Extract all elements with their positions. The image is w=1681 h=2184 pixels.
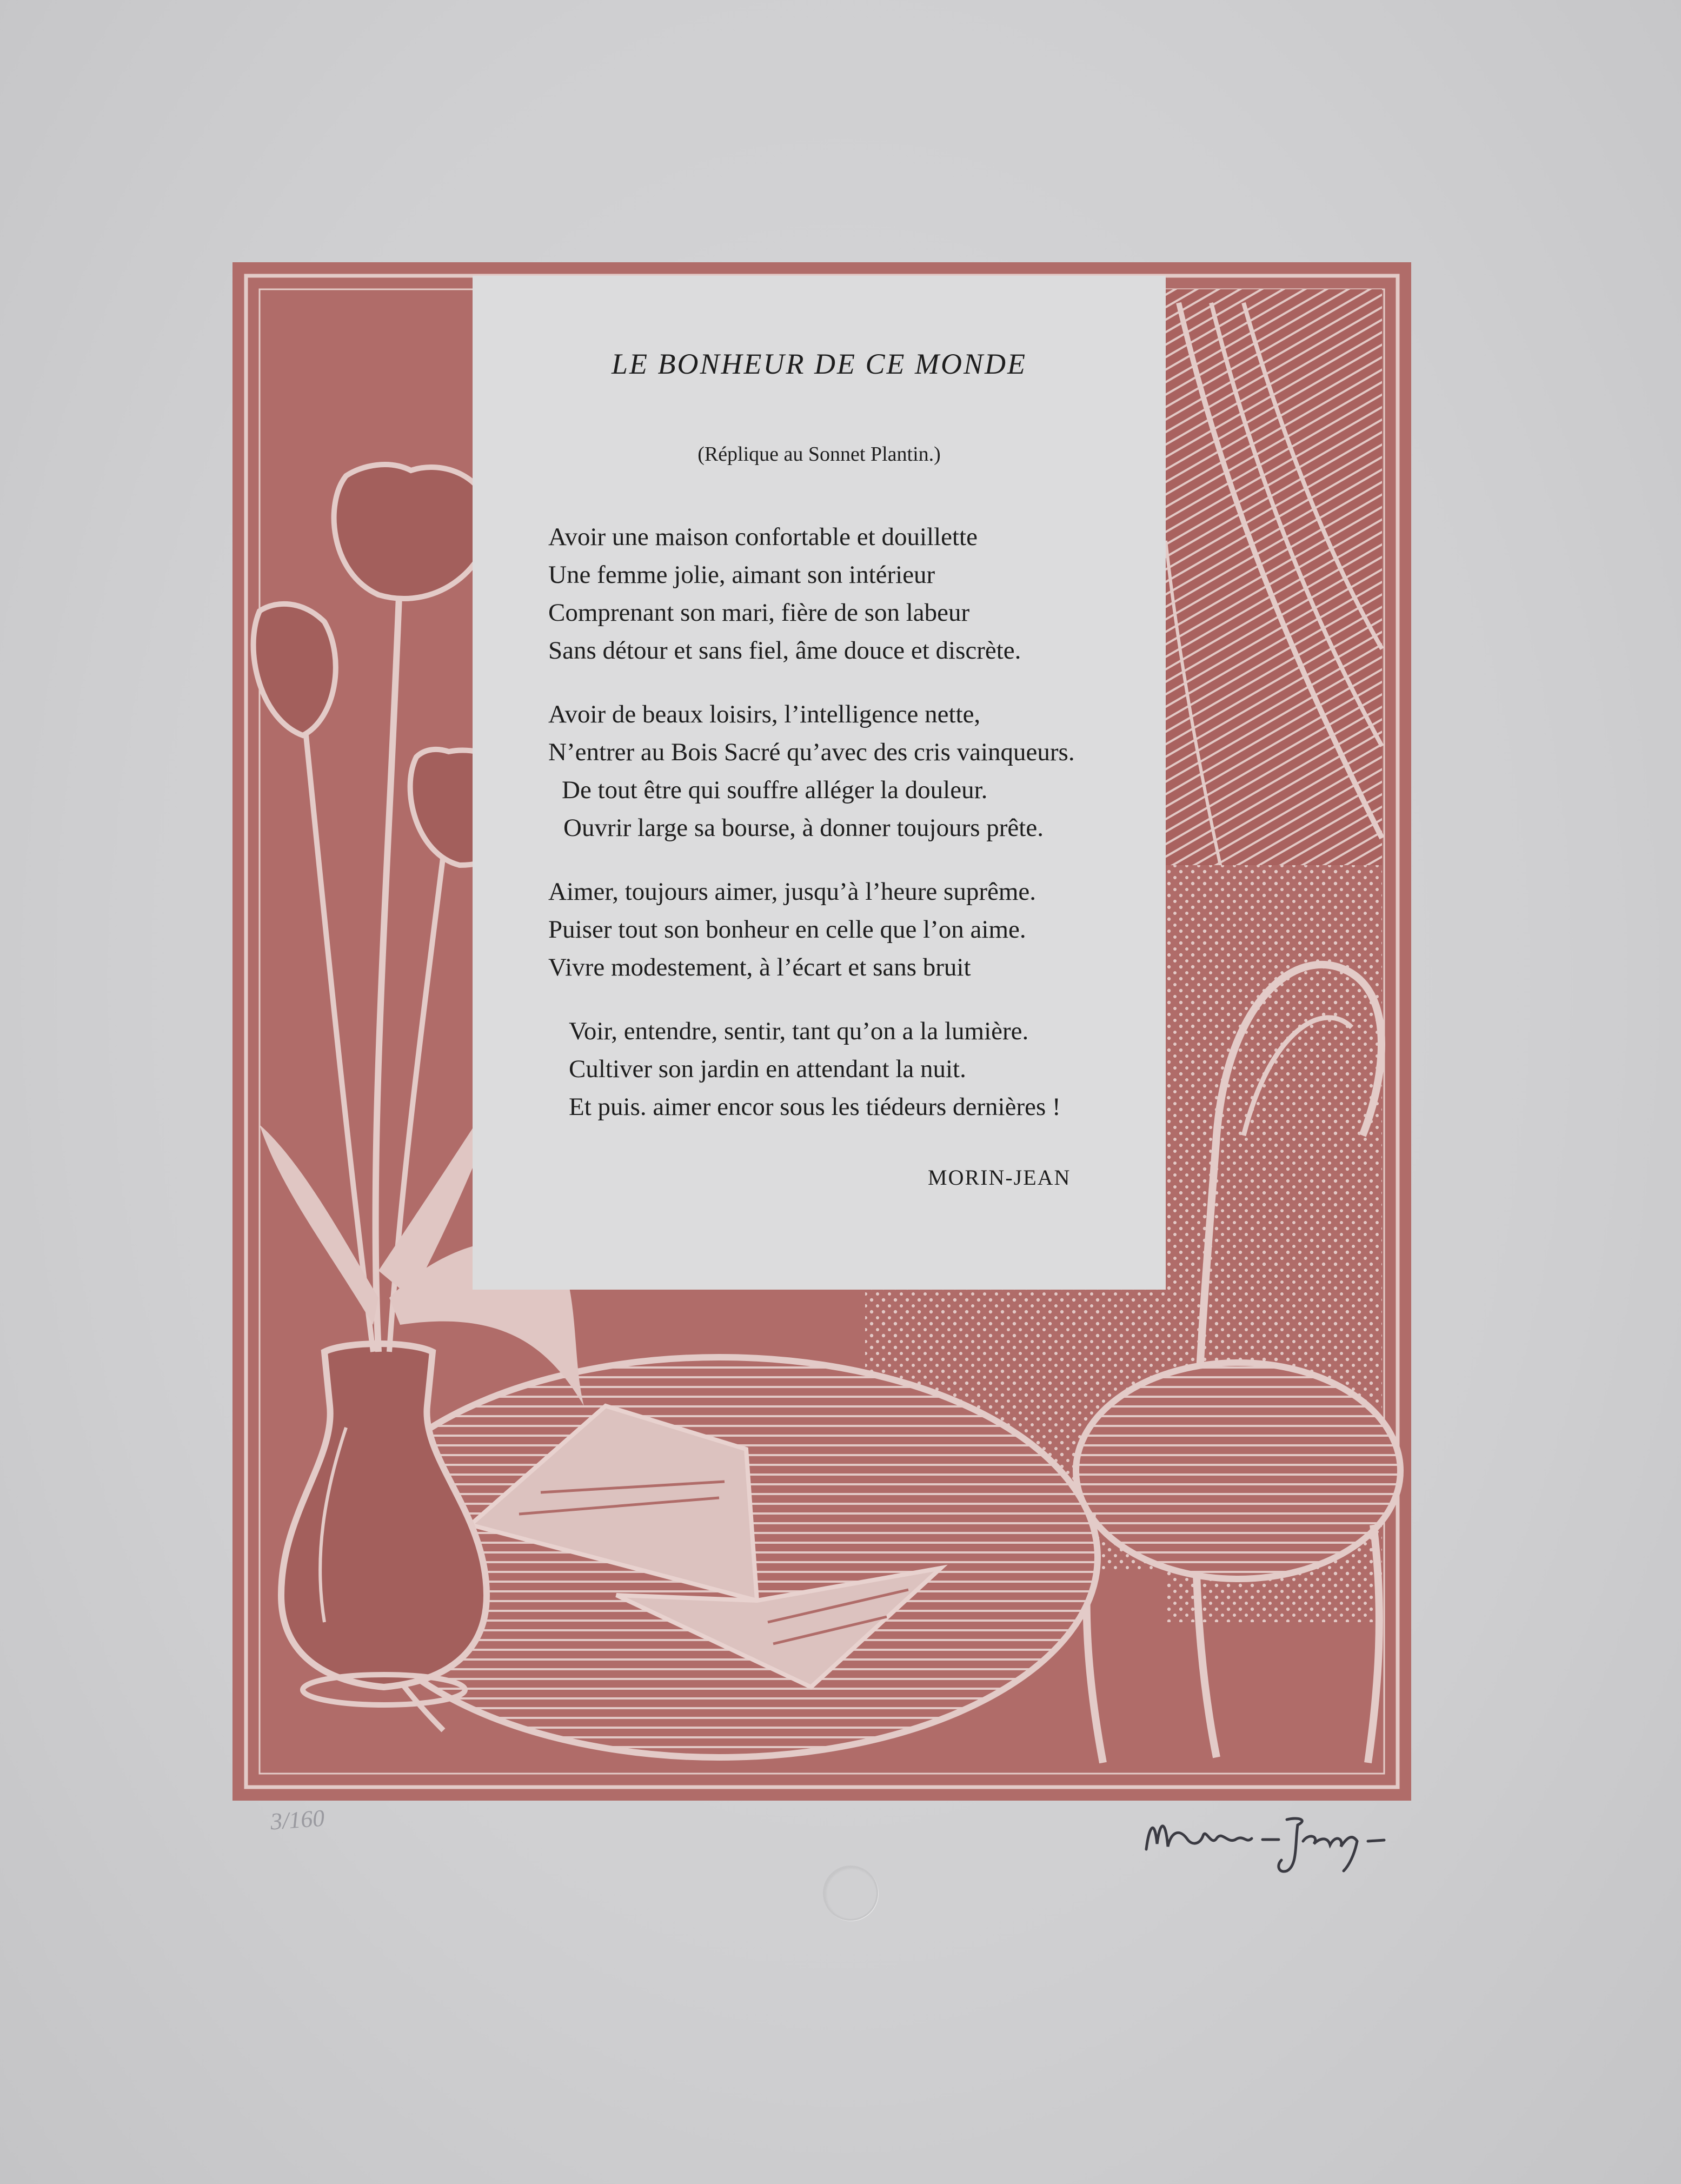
poem-line: Vivre modestement, à l’écart et sans bruit — [548, 953, 971, 981]
poem-line: Ouvrir large sa bourse, à donner toujours prête. — [563, 814, 1044, 842]
poem-line: Voir, entendre, sentir, tant qu’on a la lumière. — [569, 1017, 1029, 1045]
edition-number: 3/160 — [269, 1804, 325, 1835]
poem-line: Comprenant son mari, fière de son labeur — [548, 599, 970, 627]
poem-line: Avoir de beaux loisirs, l’intelligence nette, — [548, 700, 981, 728]
poem-author: MORIN-JEAN — [928, 1165, 1071, 1190]
poem-line: Puiser tout son bonheur en celle que l’on aime. — [548, 915, 1026, 944]
poem-panel — [473, 276, 1166, 1290]
poem-title: LE BONHEUR DE CE MONDE — [612, 348, 1027, 380]
poem-line: Et puis. aimer encor sous les tiédeurs dernières ! — [569, 1093, 1061, 1121]
poem-line: Avoir une maison confortable et douillette — [548, 523, 978, 551]
poem-line: N’entrer au Bois Sacré qu’avec des cris vainqueurs. — [548, 738, 1075, 766]
poem-line: Une femme jolie, aimant son intérieur — [548, 561, 935, 589]
poem-subtitle: (Réplique au Sonnet Plantin.) — [697, 443, 941, 466]
poem-line: Sans détour et sans fiel, âme douce et discrète. — [548, 636, 1021, 665]
blind-stamp — [823, 1866, 878, 1921]
handwritten-signature — [1135, 1795, 1395, 1876]
poem-line: Aimer, toujours aimer, jusqu’à l’heure suprême. — [548, 878, 1036, 906]
poem-line: De tout être qui souffre alléger la douleur. — [562, 776, 988, 804]
poem-line: Cultiver son jardin en attendant la nuit. — [569, 1055, 966, 1083]
